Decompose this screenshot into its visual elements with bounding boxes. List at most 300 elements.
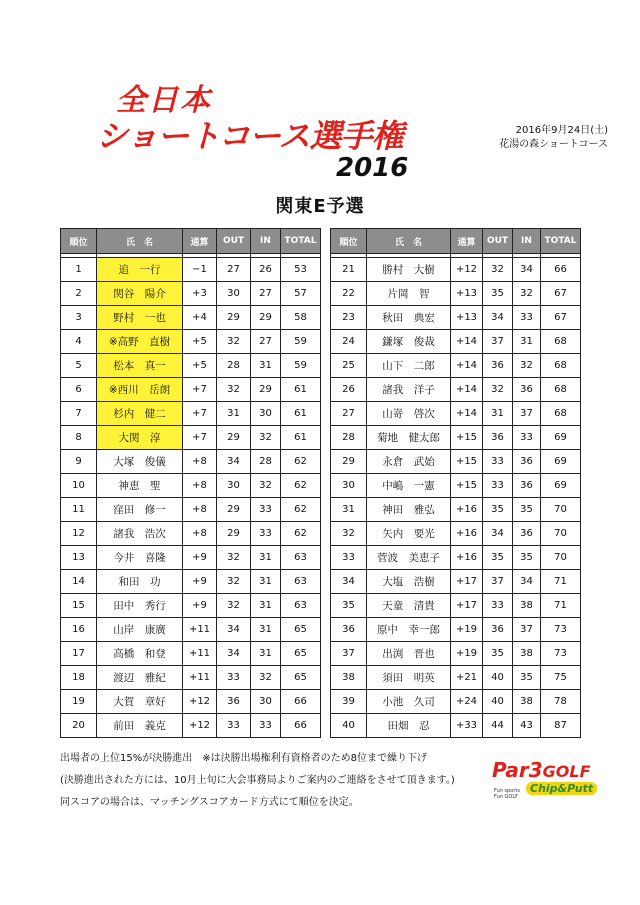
cell-rank: 35 (331, 594, 367, 618)
col-out: OUT (217, 229, 251, 254)
cell-name: 出渕 晋也 (367, 642, 451, 666)
cell-rank: 24 (331, 330, 367, 354)
table-row (331, 642, 581, 666)
cell-out: 32 (217, 330, 251, 354)
cell-in: 32 (513, 354, 541, 378)
cell-gross: 57 (281, 282, 321, 306)
cell-name: 窪田 修一 (97, 498, 183, 522)
cell-name: 小池 久司 (367, 690, 451, 714)
cell-rank: 26 (331, 378, 367, 402)
cell-total: +8 (183, 522, 217, 546)
cell-gross: 75 (541, 666, 581, 690)
cell-gross: 61 (281, 402, 321, 426)
cell-in: 34 (513, 258, 541, 282)
cell-gross: 59 (281, 330, 321, 354)
cell-out: 33 (483, 594, 513, 618)
cell-rank: 1 (61, 258, 97, 282)
cell-rank: 6 (61, 378, 97, 402)
tournament-logo (96, 84, 416, 184)
cell-gross: 66 (281, 690, 321, 714)
cell-total: +14 (451, 402, 483, 426)
cell-out: 34 (217, 618, 251, 642)
cell-name: 鎌塚 俊裁 (367, 330, 451, 354)
cell-in: 32 (251, 666, 281, 690)
cell-total: +9 (183, 594, 217, 618)
cell-gross: 78 (541, 690, 581, 714)
cell-total: +16 (451, 546, 483, 570)
cell-in: 32 (513, 282, 541, 306)
cell-gross: 61 (281, 426, 321, 450)
sponsor-logo (492, 758, 602, 802)
cell-out: 32 (483, 378, 513, 402)
cell-name: 杉内 健二 (97, 402, 183, 426)
cell-total: +21 (451, 666, 483, 690)
table-row (331, 474, 581, 498)
cell-name: 田畑 忍 (367, 714, 451, 738)
table-row (331, 306, 581, 330)
cell-gross: 68 (541, 330, 581, 354)
cell-name: 大関 淳 (97, 426, 183, 450)
cell-gross: 61 (281, 378, 321, 402)
cell-rank: 25 (331, 354, 367, 378)
cell-out: 40 (483, 690, 513, 714)
cell-out: 44 (483, 714, 513, 738)
cell-in: 31 (251, 354, 281, 378)
cell-name: 野村 一也 (97, 306, 183, 330)
results-table-left (60, 228, 321, 738)
cell-rank: 30 (331, 474, 367, 498)
cell-out: 34 (217, 642, 251, 666)
sponsor-main: Par3 (492, 758, 543, 782)
cell-rank: 13 (61, 546, 97, 570)
table-row (331, 378, 581, 402)
cell-rank: 16 (61, 618, 97, 642)
table-row (331, 546, 581, 570)
cell-out: 33 (217, 666, 251, 690)
cell-total: +16 (451, 498, 483, 522)
cell-total: +3 (183, 282, 217, 306)
cell-name: 渡辺 雅紀 (97, 666, 183, 690)
cell-gross: 59 (281, 354, 321, 378)
cell-in: 36 (513, 522, 541, 546)
cell-rank: 3 (61, 306, 97, 330)
footer-notes (60, 748, 455, 814)
cell-gross: 53 (281, 258, 321, 282)
table-row (61, 426, 321, 450)
cell-name: 菅波 美恵子 (367, 546, 451, 570)
table-row (61, 666, 321, 690)
cell-name: 天童 清貴 (367, 594, 451, 618)
cell-out: 35 (483, 642, 513, 666)
cell-gross: 63 (281, 570, 321, 594)
cell-in: 31 (251, 642, 281, 666)
cell-total: +8 (183, 498, 217, 522)
col-name: 氏 名 (97, 229, 183, 254)
cell-in: 31 (251, 570, 281, 594)
cell-gross: 66 (541, 258, 581, 282)
footer-note-contact: (決勝進出された方には、10月上旬に大会事務局よりご案内のご連絡をさせて頂きます。) (60, 775, 455, 786)
cell-out: 35 (483, 546, 513, 570)
cell-out: 32 (217, 570, 251, 594)
cell-name: 神恵 聖 (97, 474, 183, 498)
cell-name: 高橋 和登 (97, 642, 183, 666)
table-header-row (61, 229, 321, 254)
table-row (61, 354, 321, 378)
cell-total: +33 (451, 714, 483, 738)
cell-in: 33 (251, 714, 281, 738)
cell-out: 36 (483, 426, 513, 450)
cell-in: 32 (251, 474, 281, 498)
table-row (61, 594, 321, 618)
cell-rank: 28 (331, 426, 367, 450)
cell-out: 31 (483, 402, 513, 426)
cell-rank: 33 (331, 546, 367, 570)
cell-name: ※高野 直樹 (97, 330, 183, 354)
cell-rank: 20 (61, 714, 97, 738)
cell-gross: 70 (541, 546, 581, 570)
cell-in: 33 (251, 498, 281, 522)
table-row (331, 282, 581, 306)
cell-rank: 29 (331, 450, 367, 474)
cell-total: +11 (183, 642, 217, 666)
cell-rank: 14 (61, 570, 97, 594)
cell-rank: 11 (61, 498, 97, 522)
cell-in: 33 (251, 522, 281, 546)
cell-total: +12 (183, 714, 217, 738)
cell-name: 追 一行 (97, 258, 183, 282)
cell-in: 35 (513, 666, 541, 690)
cell-rank: 10 (61, 474, 97, 498)
table-row (61, 258, 321, 282)
cell-name: 中嶋 一憲 (367, 474, 451, 498)
table-row (331, 570, 581, 594)
cell-name: 大塩 浩樹 (367, 570, 451, 594)
cell-out: 28 (217, 354, 251, 378)
cell-out: 40 (483, 666, 513, 690)
cell-rank: 15 (61, 594, 97, 618)
cell-total: +9 (183, 570, 217, 594)
event-date: 2016年9月24日(土) (515, 125, 608, 136)
footer-note-qualify: 出場者の上位15%が決勝進出 ※は決勝出場権利有資格者のため8位まで繰り下げ (60, 753, 427, 764)
cell-out: 34 (483, 522, 513, 546)
cell-total: +8 (183, 474, 217, 498)
cell-in: 37 (513, 618, 541, 642)
table-row (331, 354, 581, 378)
cell-in: 36 (513, 474, 541, 498)
cell-out: 35 (483, 498, 513, 522)
cell-out: 35 (483, 282, 513, 306)
cell-gross: 62 (281, 498, 321, 522)
cell-rank: 40 (331, 714, 367, 738)
cell-name: 矢内 要光 (367, 522, 451, 546)
cell-rank: 9 (61, 450, 97, 474)
cell-rank: 23 (331, 306, 367, 330)
col-in: IN (513, 229, 541, 254)
table-row (331, 618, 581, 642)
cell-in: 27 (251, 330, 281, 354)
cell-in: 37 (513, 402, 541, 426)
cell-gross: 63 (281, 594, 321, 618)
col-rank: 順位 (61, 229, 97, 254)
cell-out: 37 (483, 330, 513, 354)
cell-in: 38 (513, 594, 541, 618)
cell-gross: 71 (541, 594, 581, 618)
cell-out: 29 (217, 426, 251, 450)
cell-gross: 68 (541, 402, 581, 426)
table-row (61, 474, 321, 498)
logo-line2: ショートコース選手権 (96, 117, 403, 155)
table-row (61, 570, 321, 594)
cell-gross: 69 (541, 474, 581, 498)
table-row (61, 642, 321, 666)
table-header-row (331, 229, 581, 254)
cell-rank: 32 (331, 522, 367, 546)
cell-out: 30 (217, 474, 251, 498)
cell-gross: 68 (541, 378, 581, 402)
col-gross: TOTAL (281, 229, 321, 254)
cell-out: 33 (483, 450, 513, 474)
table-row (61, 714, 321, 738)
cell-gross: 71 (541, 570, 581, 594)
cell-name: 山下 二郎 (367, 354, 451, 378)
cell-total: +5 (183, 330, 217, 354)
cell-out: 34 (483, 306, 513, 330)
logo-line1: 全日本 (116, 83, 212, 118)
cell-in: 38 (513, 642, 541, 666)
col-out: OUT (483, 229, 513, 254)
col-rank: 順位 (331, 229, 367, 254)
cell-in: 31 (251, 546, 281, 570)
cell-total: +19 (451, 618, 483, 642)
results-table-right (330, 228, 581, 738)
cell-rank: 31 (331, 498, 367, 522)
cell-total: +11 (183, 666, 217, 690)
cell-in: 26 (251, 258, 281, 282)
cell-in: 36 (513, 450, 541, 474)
cell-total: −1 (183, 258, 217, 282)
cell-out: 30 (217, 282, 251, 306)
footer-note-tiebreak: 同スコアの場合は、マッチングスコアカード方式にて順位を決定。 (60, 797, 359, 808)
cell-gross: 62 (281, 450, 321, 474)
cell-out: 29 (217, 306, 251, 330)
cell-name: 勝村 大樹 (367, 258, 451, 282)
cell-out: 29 (217, 498, 251, 522)
table-row (61, 690, 321, 714)
cell-total: +13 (451, 282, 483, 306)
cell-in: 30 (251, 402, 281, 426)
cell-gross: 69 (541, 426, 581, 450)
table-row (331, 450, 581, 474)
cell-out: 29 (217, 522, 251, 546)
cell-in: 43 (513, 714, 541, 738)
cell-rank: 8 (61, 426, 97, 450)
cell-name: 松本 真一 (97, 354, 183, 378)
sponsor-golf: GOLF (542, 762, 591, 781)
col-name: 氏 名 (367, 229, 451, 254)
cell-name: 片岡 智 (367, 282, 451, 306)
sponsor-tag: Fun sports Fun GOLF (494, 788, 520, 800)
cell-out: 36 (483, 354, 513, 378)
cell-name: 大塚 俊儀 (97, 450, 183, 474)
col-gross: TOTAL (541, 229, 581, 254)
table-row (331, 498, 581, 522)
cell-in: 36 (513, 378, 541, 402)
cell-name: 神田 雅弘 (367, 498, 451, 522)
table-row (61, 306, 321, 330)
cell-total: +13 (451, 306, 483, 330)
cell-total: +14 (451, 330, 483, 354)
cell-out: 32 (217, 594, 251, 618)
cell-total: +9 (183, 546, 217, 570)
table-row (331, 426, 581, 450)
cell-rank: 12 (61, 522, 97, 546)
cell-rank: 21 (331, 258, 367, 282)
cell-gross: 87 (541, 714, 581, 738)
cell-total: +7 (183, 378, 217, 402)
cell-rank: 38 (331, 666, 367, 690)
cell-name: 関谷 陽介 (97, 282, 183, 306)
table-row (331, 402, 581, 426)
cell-name: 原中 幸一郎 (367, 618, 451, 642)
cell-name: 大賀 章好 (97, 690, 183, 714)
cell-gross: 58 (281, 306, 321, 330)
cell-in: 33 (513, 306, 541, 330)
cell-rank: 34 (331, 570, 367, 594)
cell-rank: 37 (331, 642, 367, 666)
table-row (331, 690, 581, 714)
cell-total: +4 (183, 306, 217, 330)
table-row (61, 498, 321, 522)
cell-name: 諸我 洋子 (367, 378, 451, 402)
cell-total: +17 (451, 594, 483, 618)
cell-name: 諸我 浩次 (97, 522, 183, 546)
cell-total: +11 (183, 618, 217, 642)
cell-name: ※西川 岳朗 (97, 378, 183, 402)
cell-name: 山嵜 啓次 (367, 402, 451, 426)
cell-in: 31 (513, 330, 541, 354)
event-venue: 花湯の森ショートコース (499, 139, 608, 150)
page-title: 関東E予選 (275, 196, 365, 217)
logo-year: 2016 (336, 153, 409, 183)
cell-in: 38 (513, 690, 541, 714)
table-row (61, 378, 321, 402)
cell-rank: 19 (61, 690, 97, 714)
table-row (61, 522, 321, 546)
cell-total: +14 (451, 378, 483, 402)
cell-in: 31 (251, 618, 281, 642)
cell-out: 32 (483, 258, 513, 282)
cell-in: 35 (513, 498, 541, 522)
cell-gross: 73 (541, 642, 581, 666)
cell-rank: 5 (61, 354, 97, 378)
cell-total: +15 (451, 450, 483, 474)
cell-gross: 62 (281, 522, 321, 546)
cell-in: 29 (251, 378, 281, 402)
cell-name: 前田 義克 (97, 714, 183, 738)
table-row (61, 330, 321, 354)
table-row (61, 618, 321, 642)
table-row (61, 546, 321, 570)
cell-out: 36 (217, 690, 251, 714)
cell-total: +7 (183, 402, 217, 426)
cell-rank: 39 (331, 690, 367, 714)
cell-gross: 69 (541, 450, 581, 474)
table-row (61, 402, 321, 426)
cell-total: +16 (451, 522, 483, 546)
col-in: IN (251, 229, 281, 254)
cell-total: +12 (451, 258, 483, 282)
sponsor-sub: Chip&Putt (526, 782, 597, 795)
cell-in: 30 (251, 690, 281, 714)
table-row (331, 522, 581, 546)
cell-gross: 63 (281, 546, 321, 570)
cell-gross: 67 (541, 282, 581, 306)
cell-gross: 68 (541, 354, 581, 378)
cell-in: 35 (513, 546, 541, 570)
cell-in: 34 (513, 570, 541, 594)
cell-total: +15 (451, 474, 483, 498)
cell-name: 田中 秀行 (97, 594, 183, 618)
table-row (331, 330, 581, 354)
cell-gross: 70 (541, 522, 581, 546)
table-row (331, 666, 581, 690)
cell-gross: 67 (541, 306, 581, 330)
cell-gross: 65 (281, 642, 321, 666)
cell-rank: 27 (331, 402, 367, 426)
cell-gross: 65 (281, 618, 321, 642)
cell-gross: 66 (281, 714, 321, 738)
cell-out: 31 (217, 402, 251, 426)
cell-in: 27 (251, 282, 281, 306)
cell-gross: 65 (281, 666, 321, 690)
cell-name: 和田 功 (97, 570, 183, 594)
cell-total: +15 (451, 426, 483, 450)
cell-rank: 36 (331, 618, 367, 642)
cell-total: +12 (183, 690, 217, 714)
cell-out: 36 (483, 618, 513, 642)
event-meta (499, 124, 608, 152)
cell-total: +7 (183, 426, 217, 450)
table-row (331, 714, 581, 738)
cell-rank: 18 (61, 666, 97, 690)
cell-out: 32 (217, 546, 251, 570)
sponsor-logo-main (492, 758, 591, 782)
cell-out: 32 (217, 378, 251, 402)
cell-in: 29 (251, 306, 281, 330)
cell-gross: 62 (281, 474, 321, 498)
col-total: 通算 (451, 229, 483, 254)
cell-total: +17 (451, 570, 483, 594)
cell-gross: 70 (541, 498, 581, 522)
cell-out: 34 (217, 450, 251, 474)
cell-total: +5 (183, 354, 217, 378)
table-row (61, 282, 321, 306)
cell-out: 33 (483, 474, 513, 498)
cell-name: 今井 喜隆 (97, 546, 183, 570)
cell-in: 32 (251, 426, 281, 450)
col-total: 通算 (183, 229, 217, 254)
cell-in: 28 (251, 450, 281, 474)
cell-in: 31 (251, 594, 281, 618)
cell-rank: 7 (61, 402, 97, 426)
cell-gross: 73 (541, 618, 581, 642)
cell-name: 須田 明英 (367, 666, 451, 690)
cell-out: 33 (217, 714, 251, 738)
cell-rank: 17 (61, 642, 97, 666)
cell-name: 山岸 康廣 (97, 618, 183, 642)
cell-rank: 2 (61, 282, 97, 306)
cell-name: 菊地 健太郎 (367, 426, 451, 450)
